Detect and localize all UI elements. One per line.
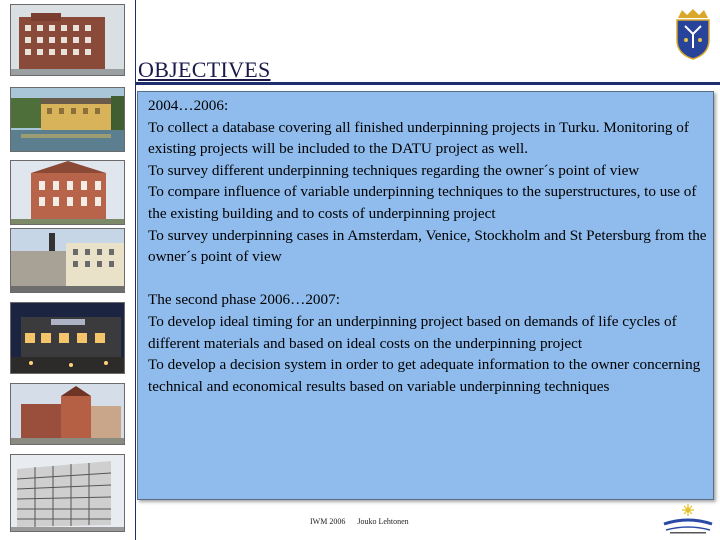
photo-brick-towers bbox=[10, 383, 125, 445]
phase1-item: To compare influence of variable underpinning techniques to the superstructures, to use of the existing building and to costs of underpinning project bbox=[148, 183, 697, 222]
footer-event: IWM 2006 bbox=[310, 517, 346, 526]
photo-street-church bbox=[10, 228, 125, 293]
footer-author: Jouko Lehtonen bbox=[357, 517, 409, 526]
photo-riverside-building bbox=[10, 87, 125, 152]
photo-strip bbox=[0, 0, 135, 540]
phase1-item: To collect a database covering all finished underpinning projects in Turku. Monitoring of existing projects will be included to the DATU project as well. bbox=[148, 118, 689, 158]
vertical-rule bbox=[135, 0, 136, 540]
photo-brick-building bbox=[10, 4, 125, 76]
phase2-heading: The second phase 2006…2007: bbox=[148, 291, 340, 309]
phase2-item: To develop a decision system in order to get adequate information to the owner concerning technical and economical results based on variable underpinning techniques bbox=[148, 356, 701, 395]
paragraph-spacer bbox=[148, 268, 708, 290]
objectives-text bbox=[148, 95, 708, 397]
footer bbox=[310, 517, 419, 526]
sun-ribbon-logo-icon bbox=[660, 502, 716, 536]
phase2-item: To develop ideal timing for an underpinning project based on demands of life cycles of different materials and based on ideal costs on the underpinning project bbox=[148, 312, 677, 352]
photo-modern-block bbox=[10, 454, 125, 532]
phase1-heading: 2004…2006: bbox=[148, 97, 229, 114]
coat-of-arms-icon bbox=[672, 8, 714, 60]
objectives-panel bbox=[137, 91, 714, 500]
photo-night-street bbox=[10, 302, 125, 374]
phase1-item: To survey underpinning cases in Amsterdam, Venice, Stockholm and St Petersburg from the owner´s point of view bbox=[148, 226, 707, 266]
page-title: OBJECTIVES bbox=[138, 57, 271, 82]
phase1-item: To survey different underpinning techniques regarding the owner´s point of view bbox=[148, 161, 640, 179]
photo-ornate-building bbox=[10, 160, 125, 225]
